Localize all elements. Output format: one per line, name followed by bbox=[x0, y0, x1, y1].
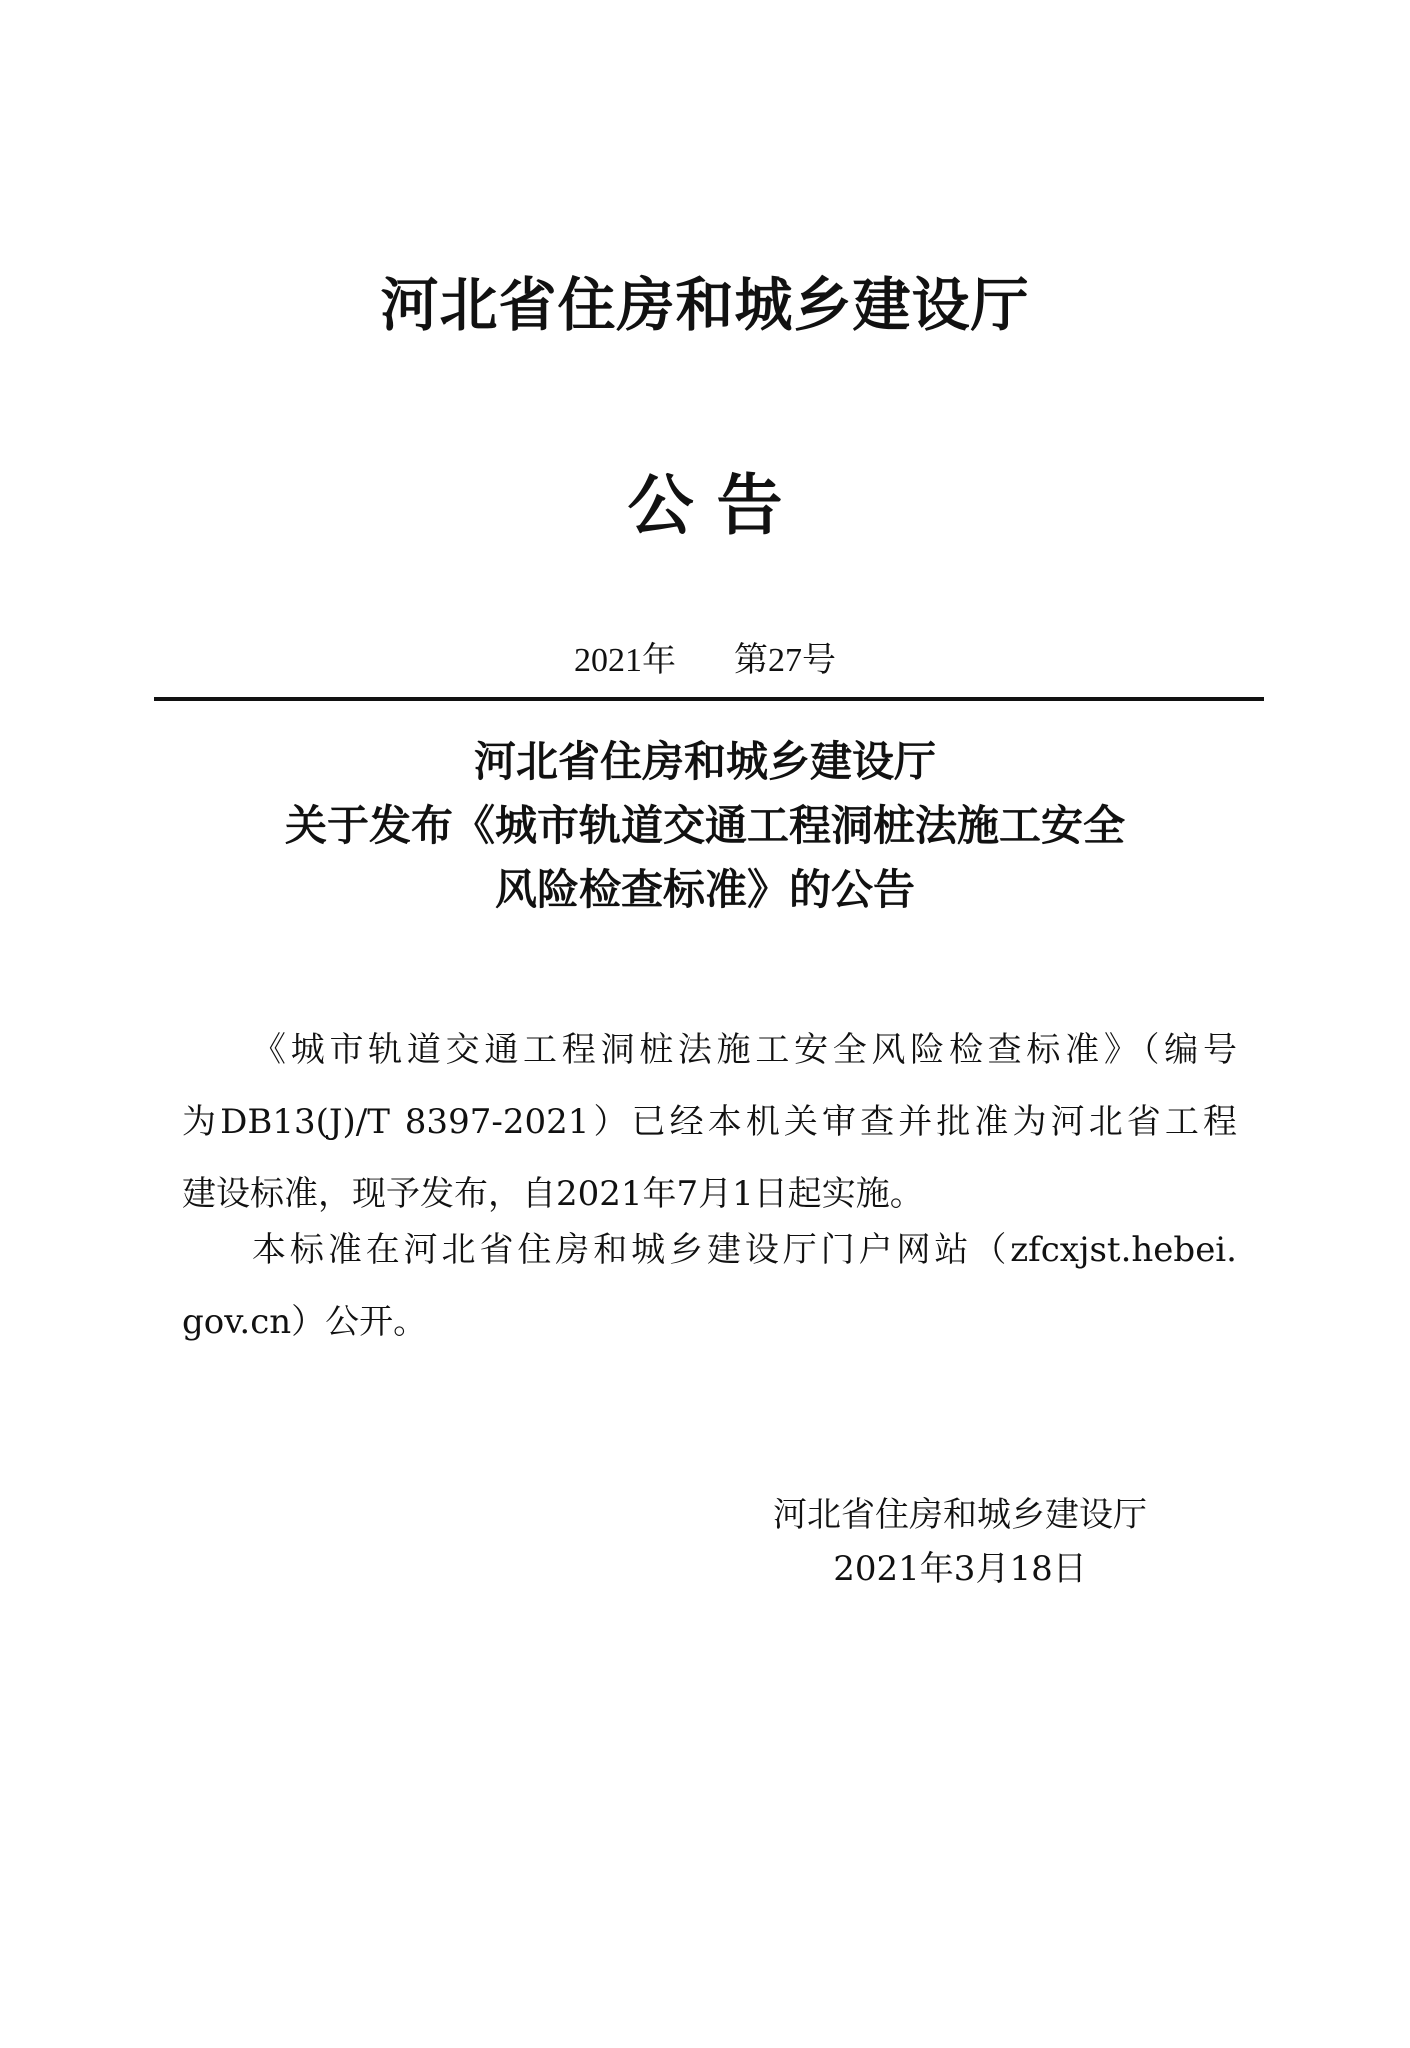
headline-line-3: 风险检查标准》的公告 bbox=[494, 865, 915, 914]
paragraph-2-line-2: gov.cn）公开。 bbox=[182, 1302, 428, 1342]
document-issue-number: 第27号 bbox=[734, 642, 836, 679]
headline-line-2: 关于发布《城市轨道交通工程洞桩法施工安全 bbox=[284, 801, 1125, 850]
issuer-name: 河北省住房和城乡建设厅 bbox=[773, 1495, 1147, 1535]
body-paragraph-1 bbox=[182, 1014, 1237, 1230]
notice-headline bbox=[0, 730, 1410, 922]
document-number bbox=[0, 632, 1410, 681]
paragraph-1-line-3: 建设标准，现予发布，自2021年7月1日起实施。 bbox=[182, 1174, 924, 1214]
header-divider bbox=[154, 697, 1264, 701]
document-type: 公 告 bbox=[627, 466, 783, 544]
issue-date: 2021年3月18日 bbox=[833, 1549, 1087, 1589]
paragraph-1-line-1: 《城市轨道交通工程洞桩法施工安全风险检查标准》（编号 bbox=[252, 1030, 1237, 1070]
signature-block bbox=[745, 1488, 1175, 1596]
body-paragraph-2 bbox=[182, 1214, 1237, 1358]
headline-line-1: 河北省住房和城乡建设厅 bbox=[473, 737, 936, 786]
paragraph-2-line-1: 本标准在河北省住房和城乡建设厅门户网站（zfcxjst.hebei. bbox=[252, 1230, 1237, 1270]
agency-title: 河北省住房和城乡建设厅 bbox=[380, 271, 1030, 339]
document-year: 2021年 bbox=[574, 642, 676, 679]
paragraph-1-line-2: 为DB13(J)/T 8397-2021）已经本机关审查并批准为河北省工程 bbox=[182, 1102, 1237, 1142]
